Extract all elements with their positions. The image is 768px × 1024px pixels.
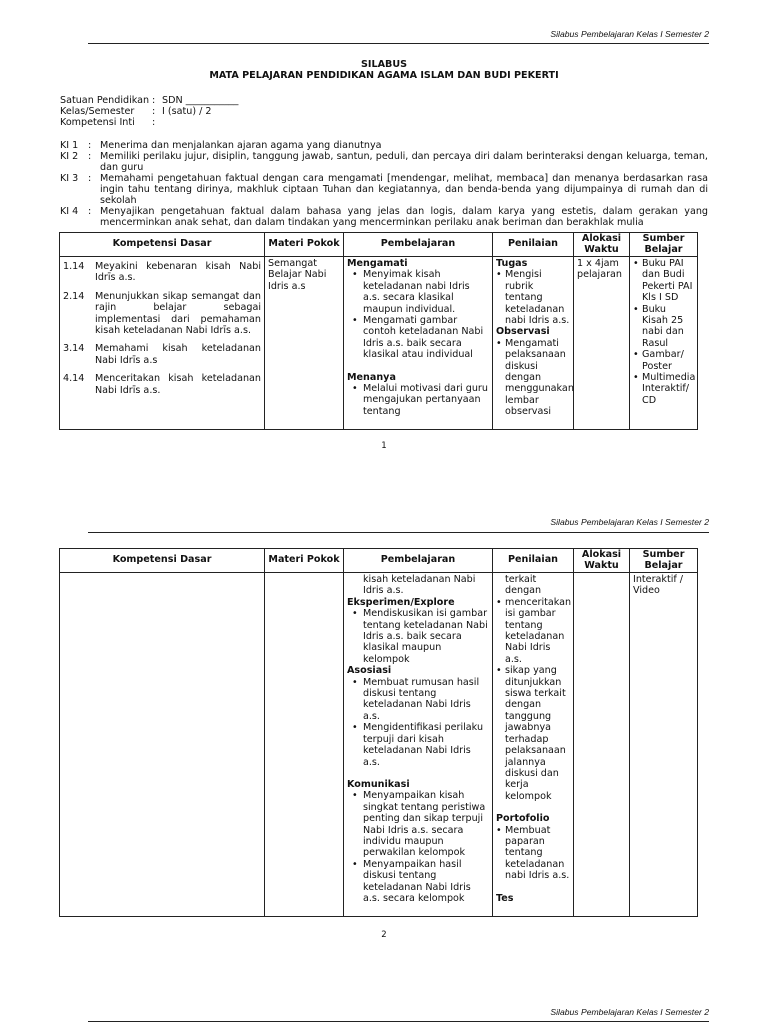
spacer xyxy=(496,882,570,893)
header-rule xyxy=(88,532,709,533)
section-heading: Komunikasi xyxy=(347,778,410,790)
section-heading: Portofolio xyxy=(496,813,550,825)
ki-code: KI 1 xyxy=(60,140,79,151)
table-header-row xyxy=(60,549,698,573)
alokasi-cell: 1 x 4jam pelajaran xyxy=(574,257,630,430)
ki-row xyxy=(60,151,708,173)
list-item: • sikap yang ditunjukkan siswa terkait dengan tanggung jawabnya terhadap pelaksanaan jalannya diskusi dan kerja kelompok xyxy=(496,665,570,802)
col-header-alokasi: Alokasi Waktu xyxy=(574,233,630,257)
kd-text: Memahami kisah keteladanan Nabi Idrīs a.s xyxy=(95,343,261,366)
ki-text: Menyajikan pengetahuan faktual dalam bahasa yang jelas dan logis, dalam karya yang estetis, dalam gerakan yang mencerminkan anak sehat, dan dalam tindakan yang mencerminkan perilaku anak beriman dan berakhlak mulia xyxy=(100,206,708,228)
page-header: Silabus Pembelajaran Kelas I Semester 2 xyxy=(550,1007,709,1017)
section-heading: Eksperimen/Explore xyxy=(347,596,455,608)
col-header-sumber: Sumber Belajar xyxy=(630,233,698,257)
kd-number: 2.14 xyxy=(63,290,85,302)
ki-code: KI 4 xyxy=(60,206,79,217)
page-number: 1 xyxy=(381,441,387,451)
continued-text: terkait dengan xyxy=(505,574,542,597)
kd-cell xyxy=(60,257,265,430)
section-heading: Asosiasi xyxy=(347,665,392,677)
list-item: • Menyimak kisah keteladanan nabi Idris a.s. secara klasikal maupun individual. xyxy=(347,269,489,315)
kd-text: Menceritakan kisah keteladanan Nabi Idrīs a.s. xyxy=(95,373,261,396)
list-item: • Gambar/ Poster xyxy=(633,349,694,372)
kd-item xyxy=(63,343,261,366)
list-item: • Menyampaikan hasil diskusi tentang keteladanan Nabi Idris a.s. secara kelompok xyxy=(347,859,489,905)
section-heading: Mengamati xyxy=(347,258,408,269)
meta-label: Kompetensi Inti xyxy=(60,117,135,128)
ki-text: Memiliki perilaku jujur, disiplin, tanggung jawab, santun, peduli, dan percaya diri dalam berinteraksi dengan keluarga, teman, dan guru xyxy=(100,151,708,173)
section-heading: Tes xyxy=(496,892,514,904)
meta-row xyxy=(60,106,238,117)
table-row xyxy=(60,573,698,917)
bullet-list xyxy=(496,597,570,802)
bullet-list xyxy=(496,337,574,418)
kd-text: Meyakini kebenaran kisah Nabi Idrīs a.s. xyxy=(95,261,261,284)
ki-row xyxy=(60,140,708,151)
kd-item xyxy=(63,373,261,396)
meta-row xyxy=(60,117,238,128)
list-item: • Mengidentifikasi perilaku terpuji dari kisah keteladanan Nabi Idris a.s. xyxy=(347,722,489,768)
syllabus-table-page2 xyxy=(59,548,698,917)
col-header-pembelajaran: Pembelajaran xyxy=(344,549,493,573)
section-heading: Menanya xyxy=(347,371,396,383)
col-header-materi: Materi Pokok xyxy=(265,549,344,573)
list-item: • Buku PAI dan Budi Pekerti PAI Kls I SD xyxy=(633,258,694,304)
materi-cell: Semangat Belajar Nabi Idris a.s xyxy=(265,257,344,430)
section-heading: Tugas xyxy=(496,258,528,269)
kd-item xyxy=(63,261,261,284)
sumber-cell: Interaktif / Video xyxy=(630,573,698,917)
header-rule xyxy=(88,1021,709,1022)
list-item: • Mengisi rubrik tentang keteladanan nabi Idris a.s. xyxy=(496,269,570,326)
page-header: Silabus Pembelajaran Kelas I Semester 2 xyxy=(550,29,709,39)
doc-title: SILABUS xyxy=(360,59,408,70)
meta-label: Kelas/Semester xyxy=(60,106,135,117)
penilaian-cell xyxy=(493,573,574,917)
page-number: 2 xyxy=(381,930,387,940)
col-header-penilaian: Penilaian xyxy=(493,233,574,257)
bullet-list xyxy=(347,677,489,768)
pembelajaran-cell xyxy=(344,257,493,430)
header-rule xyxy=(88,43,709,44)
ki-text: Menerima dan menjalankan ajaran agama yang dianutnya xyxy=(100,140,382,151)
table-row xyxy=(60,257,698,430)
col-header-kd: Kompetensi Dasar xyxy=(60,233,265,257)
spacer xyxy=(496,802,570,813)
list-item: • Membuat paparan tentang keteladanan nabi Idris a.s. xyxy=(496,825,570,882)
ki-colon: : xyxy=(88,151,92,162)
bullet-list xyxy=(496,825,570,882)
ki-row xyxy=(60,206,708,228)
list-item: • menceritakan isi gambar tentang keteladanan Nabi Idris a.s. xyxy=(496,597,570,665)
materi-cell xyxy=(265,573,344,917)
bullet-list xyxy=(347,269,489,360)
meta-sep: : xyxy=(152,106,156,117)
meta-row xyxy=(60,95,238,106)
list-item: • Multimedia Interaktif/ CD xyxy=(633,372,694,406)
kd-text: Menunjukkan sikap semangat dan rajin belajar sebagai implementasi dari pemahaman kisah keteladanan Nabi Idrīs a.s. xyxy=(95,290,261,337)
syllabus-table-page1 xyxy=(59,232,698,430)
ki-text: Memahami pengetahuan faktual dengan cara mengamati [mendengar, melihat, membaca] dan menanya berdasarkan rasa ingin tahu tentang dirinya, makhluk ciptaan Tuhan dan kegiatannya, dan benda-benda yang dijumpainya di rumah dan di sekolah xyxy=(100,173,708,206)
bullet-list xyxy=(347,383,489,417)
spacer xyxy=(347,361,489,372)
spacer xyxy=(347,768,489,779)
list-item: • Buku Kisah 25 nabi dan Rasul xyxy=(633,304,694,350)
bullet-list xyxy=(347,790,489,904)
col-header-alokasi: Alokasi Waktu xyxy=(574,549,630,573)
alokasi-cell xyxy=(574,573,630,917)
kd-cell xyxy=(60,573,265,917)
page-header: Silabus Pembelajaran Kelas I Semester 2 xyxy=(550,517,709,527)
ki-code: KI 2 xyxy=(60,151,79,162)
section-heading: Observasi xyxy=(496,326,550,338)
bullet-list xyxy=(496,269,570,326)
col-header-pembelajaran: Pembelajaran xyxy=(344,233,493,257)
list-item: • Melalui motivasi dari guru mengajukan pertanyaan tentang xyxy=(347,383,489,417)
col-header-materi: Materi Pokok xyxy=(265,233,344,257)
kompetensi-inti-list xyxy=(60,140,708,228)
doc-subtitle: MATA PELAJARAN PENDIDIKAN AGAMA ISLAM DAN BUDI PEKERTI xyxy=(209,70,559,81)
pembelajaran-cell xyxy=(344,573,493,917)
meta-label: Satuan Pendidikan xyxy=(60,95,150,106)
ki-colon: : xyxy=(88,173,92,184)
ki-colon: : xyxy=(88,206,92,217)
meta-block xyxy=(60,95,238,128)
ki-colon: : xyxy=(88,140,92,151)
list-item: • Mengamati gambar contoh keteladanan Nabi Idris a.s. baik secara klasikal atau individual xyxy=(347,315,489,361)
list-item: • Mengamati pelaksanaan diskusi dengan menggunakan lembar observasi xyxy=(496,338,570,418)
list-item: • Mendiskusikan isi gambar tentang keteladanan Nabi Idris a.s. baik secara klasikal maupun kelompok xyxy=(347,608,489,665)
kd-number: 3.14 xyxy=(63,343,85,355)
bullet-list xyxy=(633,258,694,406)
meta-sep: : xyxy=(152,117,156,128)
kd-number: 4.14 xyxy=(63,373,85,385)
ki-code: KI 3 xyxy=(60,173,79,184)
kd-number: 1.14 xyxy=(63,261,85,272)
list-item: • Menyampaikan kisah singkat tentang peristiwa penting dan sikap terpuji Nabi Idris a.s. secara individu maupun perwakilan kelompok xyxy=(347,790,489,858)
col-header-penilaian: Penilaian xyxy=(493,549,574,573)
sumber-cell xyxy=(630,257,698,430)
penilaian-cell xyxy=(493,257,574,430)
continued-text: kisah keteladanan Nabi Idris a.s. xyxy=(363,574,476,597)
bullet-list xyxy=(347,608,489,665)
list-item: • Membuat rumusan hasil diskusi tentang keteladanan Nabi Idris a.s. xyxy=(347,677,489,723)
kd-item xyxy=(63,291,261,337)
ki-row xyxy=(60,173,708,206)
col-header-kd: Kompetensi Dasar xyxy=(60,549,265,573)
meta-value: I (satu) / 2 xyxy=(162,106,212,117)
meta-value: SDN ___________ xyxy=(162,95,239,106)
col-header-sumber: Sumber Belajar xyxy=(630,549,698,573)
meta-sep: : xyxy=(152,95,156,106)
table-header-row xyxy=(60,233,698,257)
